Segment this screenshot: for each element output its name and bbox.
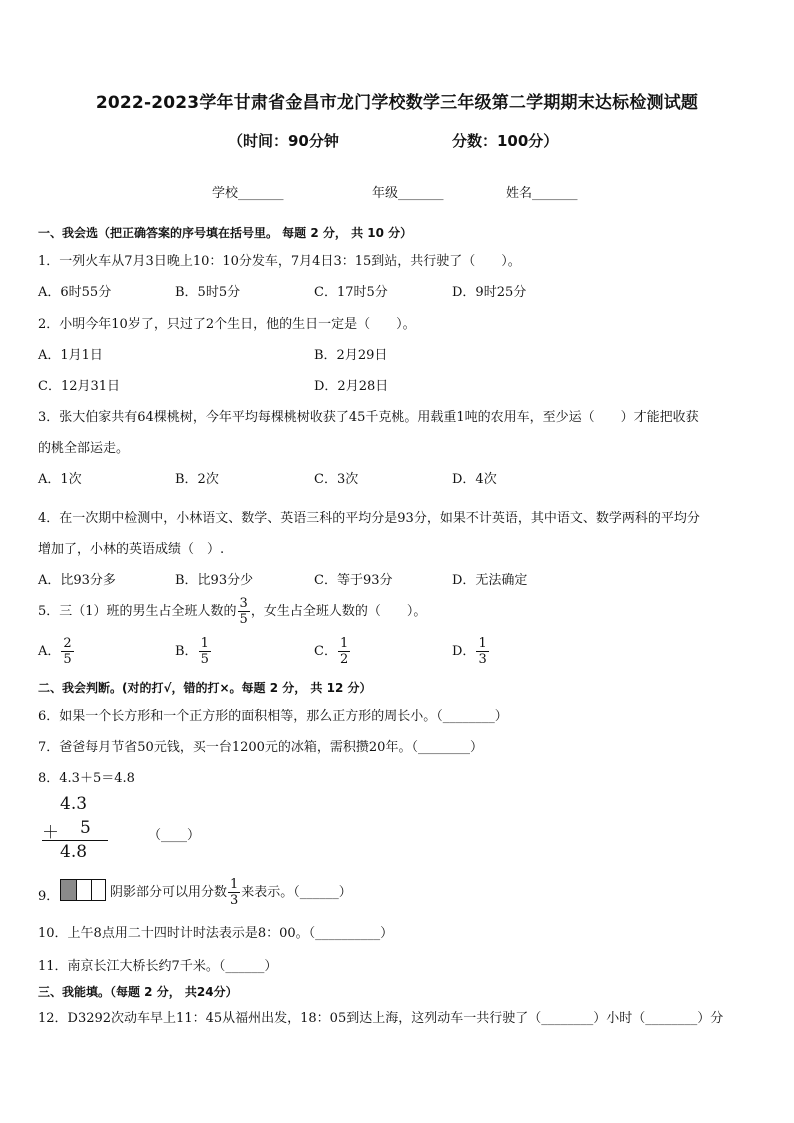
q3-option-d: D．4次 xyxy=(452,472,497,487)
shaded-bar-figure xyxy=(60,879,106,901)
question-11: 11．南京长江大桥长约7千米。（______） xyxy=(38,959,278,974)
q1-option-b: B．5时5分 xyxy=(175,285,241,300)
q9-fraction: $\frac{1}{3}$ xyxy=(230,877,239,908)
q3-option-a: A．1次 xyxy=(38,472,82,487)
question-1: 1．一列火车从7月3日晚上10：10分发车，7月4日3：15到站，共行驶了（ ）。 xyxy=(38,254,521,269)
grade-field: 年级_______ xyxy=(372,186,444,201)
question-9-number: 9． xyxy=(38,889,60,904)
name-field: 姓名_______ xyxy=(506,186,578,201)
q5-option-b: B． $\frac{1}{5}$ xyxy=(175,636,209,667)
q3-option-b: B．2次 xyxy=(175,472,219,487)
vertical-plus-sign: ＋ xyxy=(42,823,59,843)
q5-fraction: $\frac{3}{5}$ xyxy=(239,596,248,627)
q1-option-d: D．9时25分 xyxy=(452,285,527,300)
question-12: 12．D3292次动车早上11：45从福州出发，18：05到达上海，这列动车一共行驶了（________）小时（________）分 xyxy=(38,1011,724,1026)
q2-option-c: C．12月31日 xyxy=(38,379,121,394)
question-10: 10．上午8点用二十四时计时法表示是8：00。（__________） xyxy=(38,926,394,941)
q2-option-d: D．2月28日 xyxy=(314,379,389,394)
vertical-addend: 5 xyxy=(80,818,91,838)
question-7: 7．爸爸每月节省50元钱，买一台1200元的冰箱，需积攒20年。（________） xyxy=(38,740,483,755)
question-3-line-2: 的桃全部运走。 xyxy=(38,441,130,456)
q1-option-c: C．17时5分 xyxy=(314,285,388,300)
question-3-line-1: 3．张大伯家共有64棵桃树，今年平均每棵桃树收获了45千克桃。用载重1吨的农用车，至少运（ ）才能把收获 xyxy=(38,410,699,425)
shaded-part xyxy=(61,880,76,900)
q4-option-c: C．等于93分 xyxy=(314,573,393,588)
q2-option-a: A．1月1日 xyxy=(38,348,103,363)
q4-option-a: A．比93分多 xyxy=(38,573,116,588)
q8-answer-blank: （____） xyxy=(148,828,201,843)
q4-option-b: B．比93分少 xyxy=(175,573,254,588)
vertical-top-number: 4.3 xyxy=(60,794,88,814)
question-2: 2．小明今年10岁了，只过了2个生日，他的生日一定是（ ）。 xyxy=(38,317,416,332)
question-9: 阴影部分可以用分数 $\frac{1}{3}$ 来表示。（______） xyxy=(110,877,352,908)
exam-time: （时间：90分钟 xyxy=(228,132,339,150)
q3-option-c: C．3次 xyxy=(314,472,359,487)
question-6: 6．如果一个长方形和一个正方形的面积相等，那么正方形的周长小。（________） xyxy=(38,709,508,724)
vertical-sum-line xyxy=(42,840,108,841)
q5-option-c: C． $\frac{1}{2}$ xyxy=(314,636,349,667)
page-title: 2022-2023学年甘肃省金昌市龙门学校数学三年级第二学期期末达标检测试题 xyxy=(95,93,699,113)
question-8: 8．4.3＋5＝4.8 xyxy=(38,771,135,786)
q4-option-d: D．无法确定 xyxy=(452,573,528,588)
section-2-heading: 二、我会判断。(对的打√，错的打×。每题 2 分， 共 12 分） xyxy=(38,681,372,695)
question-5: 5．三（1）班的男生占全班人数的 $\frac{3}{5}$ ，女生占全班人数的（ ）。 xyxy=(38,596,427,627)
section-1-heading: 一、我会选（把正确答案的序号填在括号里。 每题 2 分， 共 10 分） xyxy=(38,226,413,240)
q1-option-a: A．6时55分 xyxy=(38,285,112,300)
exam-score: 分数：100分） xyxy=(452,132,559,150)
question-4-line-2: 增加了，小林的英语成绩（ ）. xyxy=(38,542,225,557)
q5-option-a: A． $\frac{2}{5}$ xyxy=(38,636,72,667)
question-4-line-1: 4．在一次期中检测中，小林语文、数学、英语三科的平均分是93分，如果不计英语，其中语文、数学两科的平均分 xyxy=(38,511,700,526)
section-3-heading: 三、我能填。（每题 2 分， 共24分） xyxy=(38,985,238,999)
q2-option-b: B．2月29日 xyxy=(314,348,388,363)
school-field: 学校_______ xyxy=(212,186,284,201)
q5-option-d: D． $\frac{1}{3}$ xyxy=(452,636,487,667)
vertical-result: 4.8 xyxy=(60,842,88,862)
